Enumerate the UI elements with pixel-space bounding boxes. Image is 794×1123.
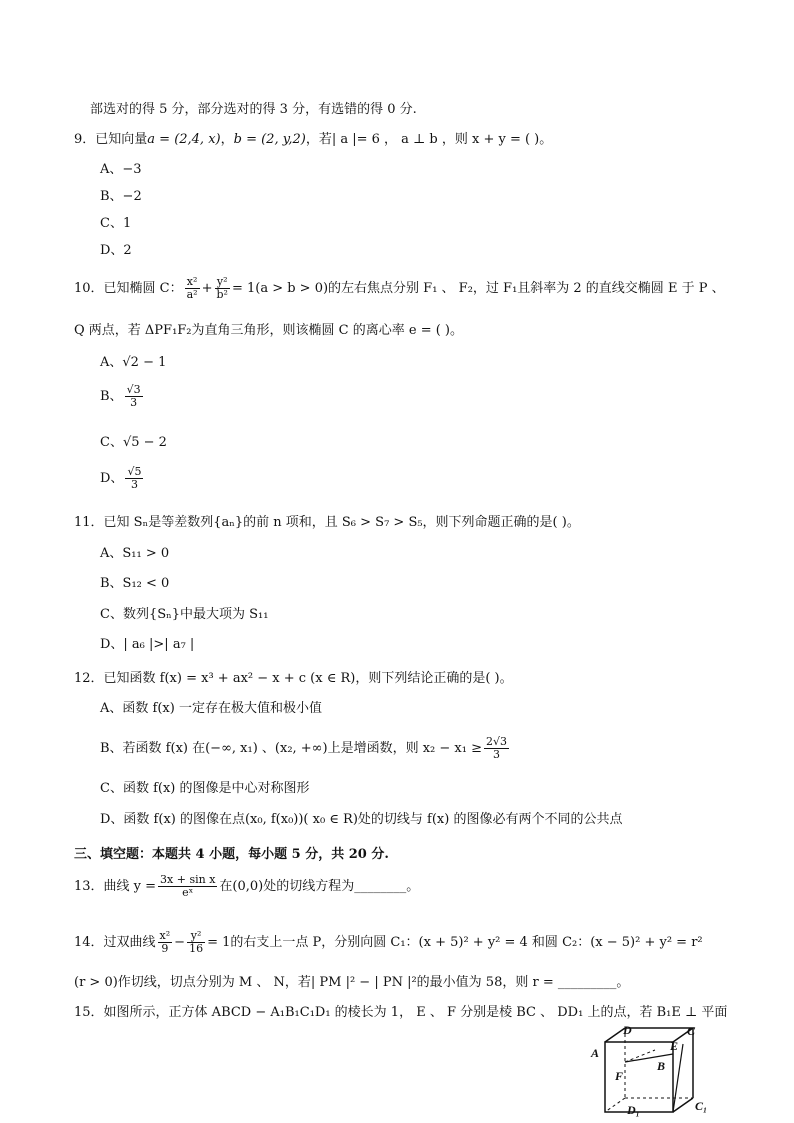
label-C: C bbox=[687, 1024, 696, 1038]
question-10-line2: Q 两点，若 ΔPF₁F₂为直角三角形，则该椭圆 C 的离心率 e = ( )。 bbox=[74, 323, 463, 338]
label-A: A bbox=[591, 1046, 600, 1060]
q11-option-a: A、S₁₁ > 0 bbox=[100, 546, 170, 561]
label-E: E bbox=[670, 1039, 679, 1053]
label-D: D bbox=[623, 1023, 632, 1037]
q9-option-c: C、1 bbox=[100, 216, 132, 231]
question-12-stem: 12．已知函数 f(x) = x³ + ax² − x + c (x ∈ R)，则下列结论正确的是( )。 bbox=[74, 671, 513, 686]
instruction-text: 部选对的得 5 分，部分选对的得 3 分，有选错的得 0 分. bbox=[90, 102, 417, 117]
question-15-stem: 15．如图所示，正方体 ABCD − A₁B₁C₁D₁ 的棱长为 1， E 、 F 分别是棱 BC 、 DD₁ 上的点，若 B₁E ⊥ 平面 bbox=[74, 1005, 728, 1020]
q9-vector-a: a = (2,4, x) bbox=[147, 132, 221, 147]
label-F: F bbox=[615, 1069, 624, 1083]
question-13-stem: 13．曲线 y = $\frac{\text{3x + sin x}}{\text{eˣ}}$ 在(0,0)处的切线方程为________。 bbox=[74, 873, 420, 899]
q10-stem-suffix: = 1(a > b > 0)的左右焦点分别 F₁ 、 F₂，过 F₁且斜率为 2 的直线交椭圆 E 于 P 、 bbox=[231, 281, 725, 296]
question-11-stem: 11．已知 Sₙ是等差数列{aₙ}的前 n 项和，且 S₆ > S₇ > S₅，则下列命题正确的是( )。 bbox=[74, 515, 580, 530]
q12-option-c: C、函数 f(x) 的图像是中心对称图形 bbox=[100, 781, 310, 796]
q14-fraction-x: $\frac{\text{x²}}{9}$ bbox=[159, 929, 171, 955]
q10-fraction-y: $\frac{\text{y²}}{\text{b²}}$ bbox=[216, 275, 228, 301]
q11-option-d: D、| a₆ |>| a₇ | bbox=[100, 637, 195, 652]
section-3-heading: 三、填空题：本题共 4 小题，每小题 5 分，共 20 分. bbox=[74, 847, 389, 862]
q10-option-a: A、√2 − 1 bbox=[100, 355, 167, 370]
label-D1: D₁ bbox=[627, 1103, 640, 1117]
q10-stem-prefix: 10．已知椭圆 C： bbox=[74, 281, 183, 296]
q9-condition: ，若| a |= 6 ， a ⊥ b ，则 x + y = ( )。 bbox=[305, 132, 553, 147]
q10-fraction-x: $\frac{\text{x²}}{\text{a²}}$ bbox=[186, 275, 198, 301]
q10-option-b: B、 $\frac{√3}{3}$ bbox=[100, 383, 141, 409]
q11-option-b: B、S₁₂ < 0 bbox=[100, 576, 170, 591]
q9-option-a: A、−3 bbox=[100, 162, 142, 177]
q12-option-b: B、若函数 f(x) 在(−∞, x₁) 、(x₂, +∞)上是增函数，则 x₂ − x₁ ≥ $\frac{2√3}{3}$ bbox=[100, 735, 507, 761]
q13-fraction: $\frac{\text{3x + sin x}}{\text{eˣ}}$ bbox=[160, 873, 216, 899]
q14-fraction-y: $\frac{\text{y²}}{16}$ bbox=[189, 929, 204, 955]
question-14-stem: 14．过双曲线 $\frac{\text{x²}}{9}$ − $\frac{\text{y²}}{16}$ = 1的右支上一点 P，分别向圆 C₁：(x + 5)² + y² = 4 和圆 C₂：(x − 5)² + y² = r² bbox=[74, 929, 703, 955]
q9-vector-b: b = (2, y,2) bbox=[233, 132, 306, 147]
q9-stem-prefix: 9．已知向量 bbox=[74, 132, 148, 147]
q11-option-c: C、数列{Sₙ}中最大项为 S₁₁ bbox=[100, 607, 269, 622]
q10-plus: + bbox=[201, 281, 213, 296]
question-10-stem bbox=[74, 276, 725, 301]
q12-option-a: A、函数 f(x) 一定存在极大值和极小值 bbox=[100, 701, 322, 716]
label-B: B bbox=[657, 1059, 666, 1073]
question-9-stem bbox=[74, 131, 552, 149]
q10-option-d: D、 $\frac{√5}{3}$ bbox=[100, 465, 142, 491]
question-14-line2: (r > 0)作切线，切点分别为 M 、 N，若| PM |² − | PN |²的最小值为 58，则 r = _________。 bbox=[74, 975, 630, 990]
label-C1: C₁ bbox=[695, 1099, 708, 1113]
q10-option-c: C、√5 − 2 bbox=[100, 435, 167, 450]
q9-option-b: B、−2 bbox=[100, 189, 142, 204]
q9-separator: ， bbox=[220, 132, 234, 147]
q9-option-d: D、2 bbox=[100, 243, 132, 258]
q12-option-d: D、函数 f(x) 的图像在点(x₀, f(x₀))( x₀ ∈ R)处的切线与 f(x) 的图像必有两个不同的公共点 bbox=[100, 812, 623, 827]
cube-figure bbox=[585, 1022, 725, 1122]
